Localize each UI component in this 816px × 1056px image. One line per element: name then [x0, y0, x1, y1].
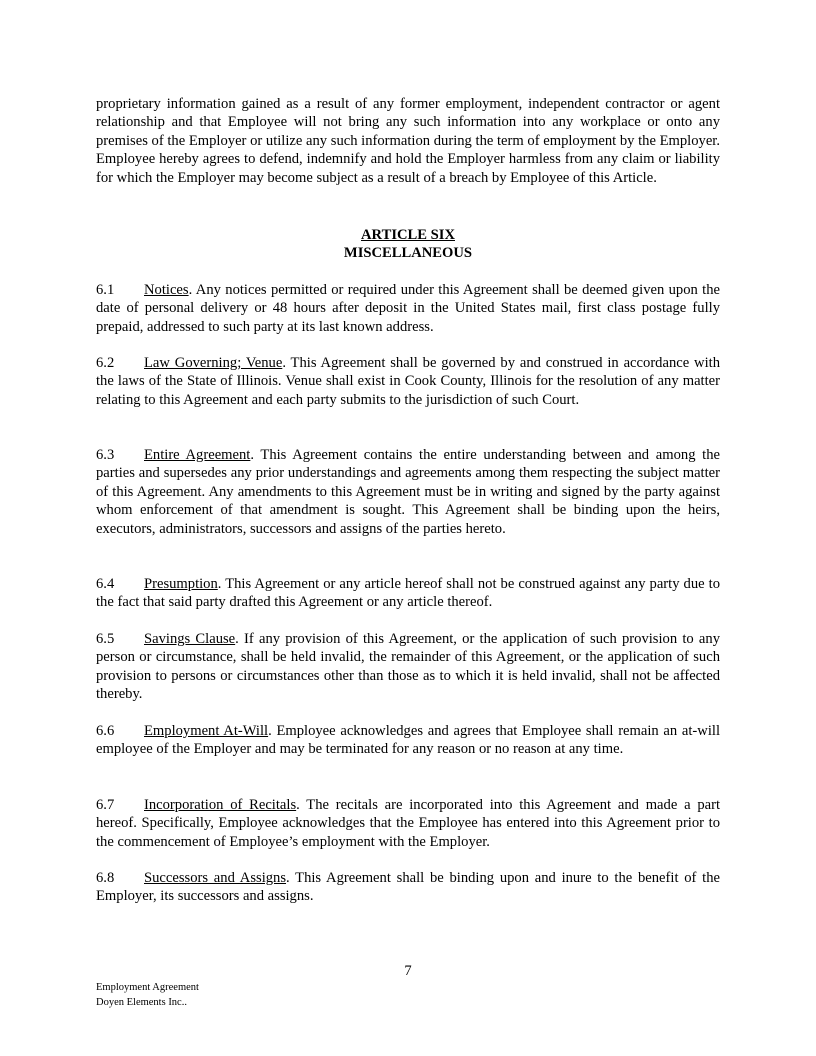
- section-number: 6.2: [96, 355, 115, 371]
- section-heading: Presumption: [144, 576, 218, 592]
- section-text: . Any notices permitted or required under this Agreement shall be deemed given upon the date of personal delivery or 48 hours after deposit in the United States mail, first class postage fully prepaid, addressed to such party at its last known address.: [96, 282, 720, 335]
- section-text: . The recitals are incorporated into this Agreement and made a part hereof. Specifically, Employee acknowledges that the Employee has entered into this Agreement prior to the commencement of Employee’s employment with the Employer.: [96, 797, 721, 850]
- section-heading: Employment At-Will: [144, 723, 269, 739]
- section-text: . This Agreement shall be binding upon and inure to the benefit of the Employer, its successors and assigns.: [96, 870, 720, 905]
- section-text: . If any provision of this Agreement, or the application of such provision to any person or circumstance, shall be held invalid, the remainder of this Agreement, or the application of such provision to persons or circumstances other than those as to which it is held invalid, shall not be affected thereby.: [96, 631, 720, 703]
- article-subtitle: MISCELLANEOUS: [343, 245, 473, 262]
- section-text: . This Agreement or any article hereof shall not be construed against any party due to the fact that said party drafted this Agreement or any article thereof.: [96, 576, 720, 611]
- article-title: ARTICLE SIX: [361, 227, 455, 243]
- section-number: 6.1: [96, 282, 115, 298]
- section-6-3: [96, 446, 720, 538]
- footer-line-2: Doyen Elements Inc..: [96, 996, 187, 1008]
- section-number: 6.6: [96, 723, 115, 739]
- article-heading: [96, 226, 720, 263]
- page-number: 7: [404, 963, 412, 979]
- section-text: . This Agreement contains the entire understanding between and among the parties and supersedes any prior understandings and agreements among them respecting the subject matter of this Agreement. Any amendments to this Agreement must be in writing and signed by the party against whom enforcement of that amendment is sought. This Agreement shall be binding upon the heirs, executors, administrators, successors and assigns of the parties hereto.: [96, 447, 720, 537]
- section-6-6: [96, 722, 720, 759]
- section-number: 6.8: [96, 870, 115, 886]
- section-heading: Savings Clause: [144, 631, 236, 647]
- section-number: 6.4: [96, 576, 115, 592]
- section-text: . Employee acknowledges and agrees that Employee shall remain an at-will employee of the Employer and may be terminated for any reason or no reason at any time.: [96, 723, 720, 758]
- intro-paragraph: proprietary information gained as a result of any former employment, independent contractor or agent relationship and that Employee will not bring any such information into any workplace or onto any premises of the Employer or utilize any such information during the term of employment by the Employer. Employee hereby agrees to defend, indemnify and hold the Employer harmless from any claim or liability for which the Employer may become subject as a result of a breach by Employee of this Article.: [96, 96, 720, 186]
- section-6-2: [96, 354, 720, 409]
- section-6-8: [96, 869, 720, 906]
- section-6-5: [96, 630, 720, 704]
- section-6-7: [96, 796, 720, 851]
- section-heading: Successors and Assigns: [144, 870, 287, 886]
- section-6-4: [96, 575, 720, 612]
- section-6-1: [96, 281, 720, 336]
- section-number: 6.3: [96, 447, 115, 463]
- section-heading: Law Governing; Venue: [144, 355, 283, 371]
- section-heading: Incorporation of Recitals: [144, 797, 297, 813]
- footer: [96, 981, 199, 1010]
- section-number: 6.7: [96, 797, 115, 813]
- footer-line-1: Employment Agreement: [96, 982, 199, 993]
- section-number: 6.5: [96, 631, 115, 647]
- section-heading: Notices: [144, 282, 189, 298]
- section-heading: Entire Agreement: [144, 447, 251, 463]
- section-text: . This Agreement shall be governed by and construed in accordance with the laws of the State of Illinois. Venue shall exist in Cook County, Illinois for the resolution of any matter relating to this Agreement and each party submits to the jurisdiction of such Court.: [96, 355, 720, 408]
